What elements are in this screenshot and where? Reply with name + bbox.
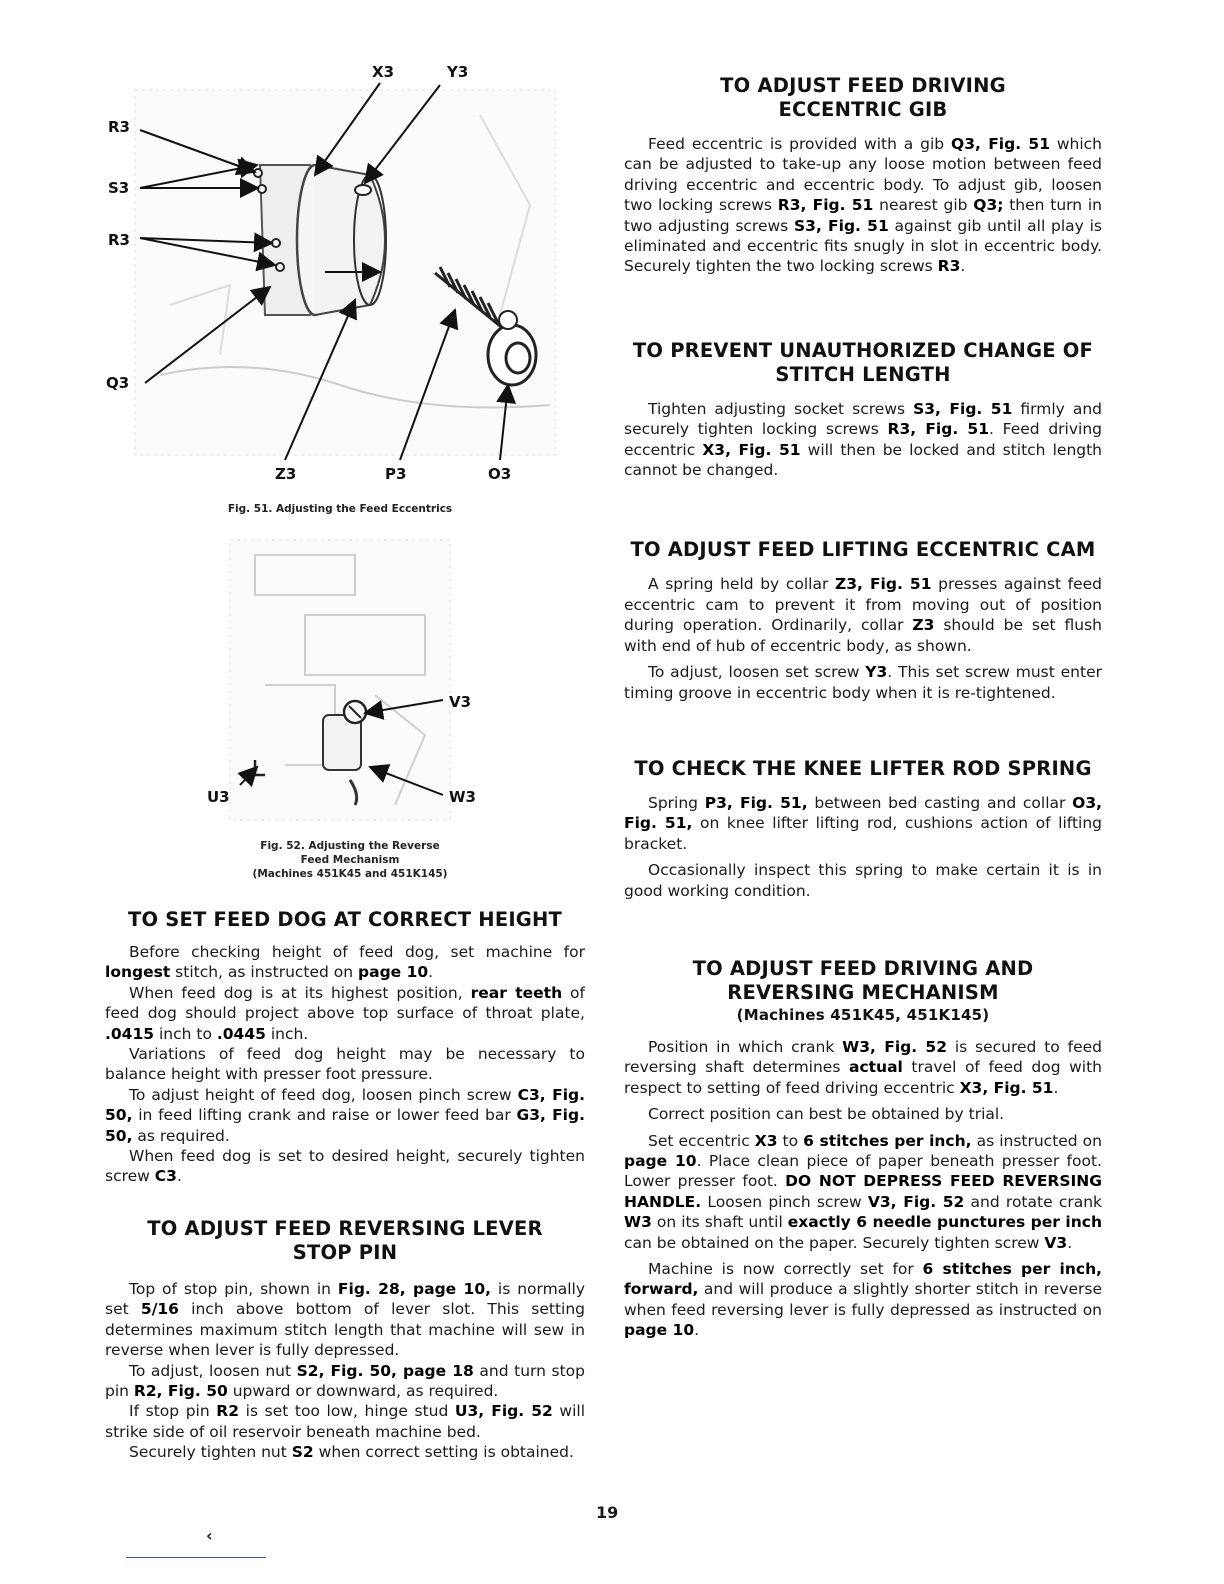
section-feed-dog-height	[105, 908, 585, 1187]
figure-51	[100, 55, 570, 495]
figure-51-caption-text: Fig. 51. Adjusting the Feed Eccentrics	[227, 503, 453, 515]
label-y3: Y3	[447, 63, 469, 81]
paragraph: Spring P3, Fig. 51, between bed casting and collar O3, Fig. 51, on knee lifter lifting rod, cushions action of lifting bracket.	[624, 793, 1103, 853]
figure-52-caption-line3: (Machines 451K45 and 451K145)	[252, 868, 448, 880]
paragraph: Securely tighten nut S2 when correct setting is obtained.	[129, 1443, 574, 1462]
section-reversing-mechanism	[624, 957, 1102, 1341]
paragraph: Tighten adjusting socket screws S3, Fig. 51 firmly and securely tighten locking screws R3, Fig. 51. Feed driving eccentric X3, Fig. 51 will then be locked and stitch length cannot be changed.	[624, 399, 1103, 480]
label-z3: Z3	[275, 465, 297, 483]
section-title-reversing-mechanism: TO ADJUST FEED DRIVING AND REVERSING MECHANISM (Machines 451K45, 451K145)	[692, 956, 1034, 1024]
label-r3-bottom: R3	[108, 231, 130, 249]
paragraph: When feed dog is set to desired height, securely tighten screw C3.	[105, 1147, 585, 1186]
left-column	[105, 908, 585, 1463]
figure-51-illustration	[100, 55, 570, 495]
right-column	[624, 74, 1102, 1341]
paragraph: Feed eccentric is provided with a gib Q3, Fig. 51 which can be adjusted to take-up any loose motion between feed driving eccentric and eccentric body. To adjust gib, loosen two locking screws R3, Fig. 51 nearest gib Q3; then turn in two adjusting screws S3, Fig. 51 against gib until all play is eliminated and eccentric fits snugly in slot in eccentric body. Securely tighten the two locking screws R3.	[624, 135, 1102, 276]
section-title-eccentric-gib: TO ADJUST FEED DRIVING ECCENTRIC GIB	[720, 74, 1006, 121]
paragraph: To adjust, loosen nut S2, Fig. 50, page 18 and turn stop pin R2, Fig. 50 upward or downward, as required.	[105, 1361, 585, 1400]
paragraph: To adjust height of feed dog, loosen pinch screw C3, Fig. 50, in feed lifting crank and raise or lower feed bar G3, Fig. 50, as required.	[105, 1085, 585, 1145]
page-number: 19	[596, 1503, 619, 1522]
label-u3: U3	[207, 788, 230, 806]
section-title-feed-dog-height: TO SET FEED DOG AT CORRECT HEIGHT	[127, 908, 563, 931]
label-w3: W3	[449, 788, 476, 806]
figure-52	[195, 535, 495, 835]
paragraph: Occasionally inspect this spring to make certain it is in good working condition.	[624, 861, 1102, 900]
paragraph: A spring held by collar Z3, Fig. 51 presses against feed eccentric cam to prevent it from moving out of position during operation. Ordinarily, collar Z3 should be set flush with end of hub of eccentric body, as shown.	[624, 575, 1103, 655]
footer-mark: ‹	[206, 1526, 213, 1545]
paragraph: Set eccentric X3 to 6 stitches per inch, as instructed on page 10. Place clean piece of paper beneath presser foot. Lower presser foot. DO NOT DEPRESS FEED REVERSING HANDLE. Loosen pinch screw V3, Fig. 52 and rotate crank W3 on its shaft until exactly 6 needle punctures per inch can be obtained on the paper. Securely tighten screw V3.	[624, 1131, 1103, 1252]
label-q3: Q3	[106, 374, 130, 392]
paragraph: To adjust, loosen set screw Y3. This set screw must enter timing groove in eccentric body when it is re-tightened.	[624, 663, 1102, 702]
section-title-knee-lifter: TO CHECK THE KNEE LIFTER ROD SPRING	[634, 756, 1092, 780]
paragraph: Machine is now correctly set for 6 stitches per inch, forward, and will produce a slightly shorter stitch in reverse when feed reversing lever is fully depressed as instructed on page 10.	[624, 1260, 1102, 1340]
section-title-prevent-change: TO PREVENT UNAUTHORIZED CHANGE OF STITCH LENGTH	[632, 338, 1094, 386]
section-reversing-lever-stop-pin	[105, 1217, 585, 1463]
paragraph: If stop pin R2 is set too low, hinge stud U3, Fig. 52 will strike side of oil reservoir beneath machine bed.	[105, 1402, 585, 1441]
paragraph: Variations of feed dog height may be necessary to balance height with presser foot pressure.	[105, 1045, 585, 1084]
paragraph: Position in which crank W3, Fig. 52 is secured to feed reversing shaft determines actual travel of feed dog with respect to setting of feed driving eccentric X3, Fig. 51.	[624, 1037, 1102, 1097]
paragraph: Before checking height of feed dog, set machine for longest stitch, as instructed on page 10.	[105, 943, 585, 982]
figure-52-caption-line1: Fig. 52. Adjusting the Reverse	[260, 840, 440, 852]
figure-52-illustration	[195, 535, 495, 835]
figure-51-caption	[150, 502, 530, 516]
label-x3: X3	[372, 63, 395, 81]
label-v3: V3	[449, 693, 472, 711]
section-lifting-eccentric-cam	[624, 538, 1102, 702]
figure-52-caption	[200, 839, 500, 881]
section-eccentric-gib	[624, 74, 1102, 277]
footer-rule	[126, 1557, 266, 1558]
label-o3: O3	[488, 465, 512, 483]
paragraph: Correct position can best be obtained by trial.	[648, 1105, 1005, 1124]
paragraph: When feed dog is at its highest position, rear teeth of feed dog should project above top surface of throat plate, .0415 inch to .0445 inch.	[105, 983, 585, 1043]
label-s3: S3	[108, 179, 130, 197]
section-prevent-change	[624, 339, 1102, 481]
section-title-stop-pin: TO ADJUST FEED REVERSING LEVER STOP PIN	[147, 1216, 543, 1264]
section-title-lifting-cam: TO ADJUST FEED LIFTING ECCENTRIC CAM	[630, 538, 1096, 562]
label-p3: P3	[385, 465, 407, 483]
section-knee-lifter-spring	[624, 757, 1102, 901]
paragraph: Top of stop pin, shown in Fig. 28, page 10, is normally set 5/16 inch above bottom of lever slot. This setting determines maximum stitch length that machine will sew in reverse when lever is fully depressed.	[105, 1279, 585, 1360]
figure-52-caption-line2: Feed Mechanism	[300, 854, 400, 866]
label-r3-top: R3	[108, 118, 130, 136]
